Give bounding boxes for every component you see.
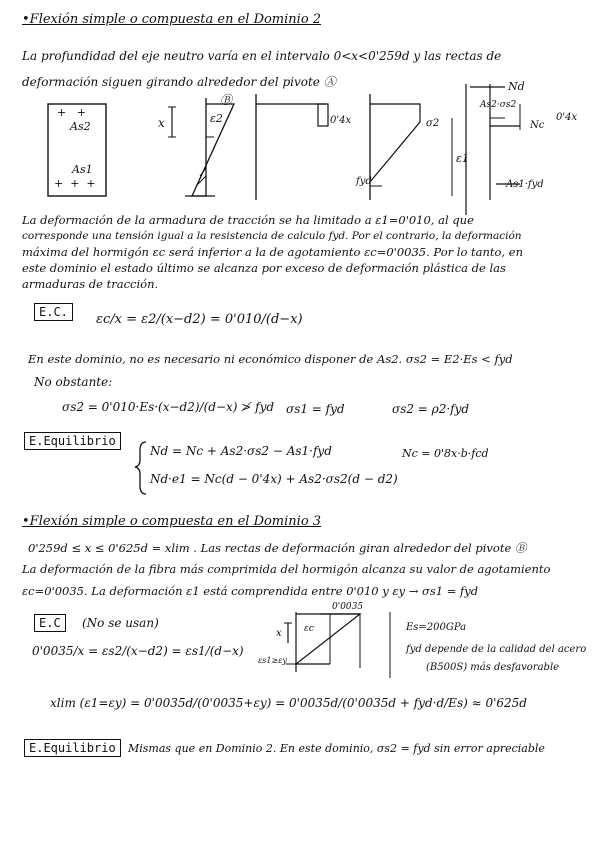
label-04x: 0'4x: [330, 115, 352, 126]
stress-sigma-s1: σs1 = fyd: [286, 402, 345, 416]
label-04x-right: 0'4x: [556, 112, 578, 123]
paragraph-line: armaduras de tracción.: [22, 277, 159, 291]
domain-3-line-3: εc=0'0035. La deformación ε1 está comprendida entre 0'010 y εy → σs1 = fyd: [22, 584, 479, 598]
ec-label-box-domain-3: E.C: [34, 614, 66, 632]
ec-formula-domain-3: 0'0035/x = εs2/(x−d2) = εs1/(d−x): [32, 644, 244, 658]
paragraph-line: corresponde una tensión igual a la resistencia de calculo fyd. Por el contrario, la deformación: [22, 230, 522, 242]
label-x-domain-3: x: [276, 628, 282, 639]
stress-sigma-s2: σs2 = 0'010·Es·(x−d2)/(d−x) ≯ fyd: [62, 400, 275, 414]
label-nd: Nd: [508, 80, 525, 93]
stress-sigma-s2-rho: σs2 = ρ2·fyd: [392, 402, 470, 416]
side-note-fyd: fyd depende de la calidad del acero: [406, 644, 587, 655]
equilibrium-eq-1: Nd = Nc + As2·σs2 − As1·fyd: [150, 444, 332, 458]
equilibrium-eq-2: Nd·e1 = Nc(d − 0'4x) + As2·σs2(d − d2): [150, 472, 398, 486]
equilibrium-label-box: E.Equilibrio: [24, 432, 121, 450]
side-note-b500s: (B500S) más desfavorable: [426, 662, 560, 673]
label-as1: As1: [72, 163, 93, 176]
ec-note: (No se usan): [82, 616, 159, 630]
label-eps1: ε1: [456, 152, 469, 165]
label-x-d2: x: [158, 116, 165, 130]
equilibrium-label-box-domain-3: E.Equilibrio: [24, 739, 121, 757]
domain-3-line-1: 0'259d ≤ x ≤ 0'625d = xlim . Las rectas de deformación giran alrededor del pivote Ⓑ: [28, 541, 527, 555]
domain-3-line-2: La deformación de la fibra más comprimida del hormigón alcanza su valor de agotamiento: [22, 562, 551, 576]
pivot-b-marker: Ⓑ: [220, 93, 233, 107]
intro-line-1: La profundidad del eje neutro varía en el intervalo 0<x<0'259d y las rectas de: [22, 49, 502, 63]
paragraph-line: máxima del hormigón εc será inferior a la de agotamiento εc=0'0035. Por lo tanto, en: [22, 245, 523, 259]
ec-formula: εc/x = ε2/(x−d2) = 0'010/(d−x): [96, 312, 303, 327]
note-no-obstante: No obstante:: [34, 375, 113, 389]
label-eps-c: εc: [304, 624, 314, 634]
equilibrium-text-domain-3: Mismas que en Dominio 2. En este dominio, σs2 = fyd sin error apreciable: [128, 742, 545, 755]
label-fyd: fyd: [356, 176, 372, 187]
label-sigma2: σ2: [426, 118, 440, 129]
label-as2-sigma: As2·σs2: [480, 100, 517, 110]
intro-line-2: deformación siguen girando alrededor del pivote Ⓐ: [22, 75, 336, 89]
ec-label-box: E.C.: [34, 303, 73, 321]
section-heading-domain-2: •Flexión simple o compuesta en el Dominio 2: [22, 12, 322, 27]
xlim-formula: xlim (ε1=εy) = 0'0035d/(0'0035+εy) = 0'0035d/(0'0035d + fyd·d/Es) ≈ 0'625d: [50, 696, 527, 710]
section-heading-domain-3: •Flexión simple o compuesta en el Dominio 3: [22, 514, 322, 529]
label-0035: 0'0035: [332, 602, 364, 612]
label-as1-fyd: As1·fyd: [506, 179, 544, 190]
label-eps2: ε2: [210, 112, 223, 125]
paragraph-line: este dominio el estado último se alcanza por exceso de deformación plástica de las: [22, 261, 506, 275]
paragraph-domain-2: [22, 212, 592, 292]
side-note-es: Es=200GPa: [406, 622, 467, 633]
label-eps-s1: εs1≥εy: [258, 656, 288, 665]
equilibrium-nc: Nc = 0'8x·b·fcd: [402, 447, 489, 460]
label-as2: As2: [70, 120, 91, 133]
note-as2: En este dominio, no es necesario ni económico disponer de As2. σs2 = E2·Es < fyd: [28, 352, 513, 366]
label-nc: Nc: [530, 120, 545, 131]
paragraph-line: La deformación de la armadura de tracción se ha limitado a ε1=0'010, al que: [22, 213, 474, 227]
